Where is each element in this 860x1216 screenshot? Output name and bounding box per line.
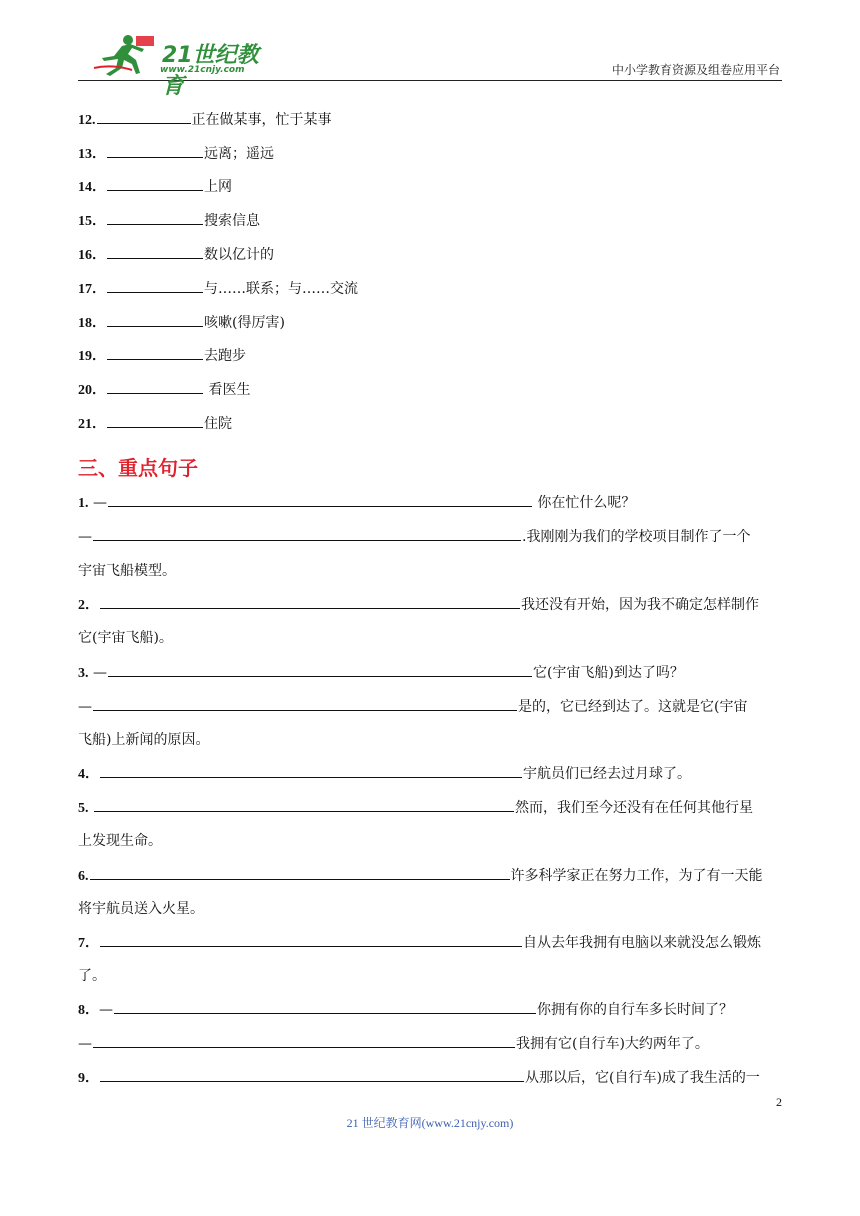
item-text: .我刚刚为我们的学校项目制作了一个 [522, 529, 751, 545]
sentence-item [78, 696, 747, 717]
item-text: 数以亿计的 [204, 247, 274, 263]
dash: — [88, 665, 107, 681]
answer-blank[interactable] [107, 244, 203, 259]
answer-blank[interactable] [108, 492, 532, 507]
answer-blank[interactable] [100, 932, 522, 947]
vocab-item [78, 109, 332, 131]
sentence-item [78, 594, 759, 616]
answer-blank[interactable] [93, 526, 521, 541]
runner-logo-icon [92, 34, 158, 76]
answer-blank[interactable] [100, 594, 520, 609]
answer-blank[interactable] [94, 797, 514, 812]
answer-blank[interactable] [107, 413, 203, 428]
vocab-item [78, 143, 274, 165]
dash: — [78, 1036, 92, 1052]
sentence-item [78, 492, 635, 514]
item-number: 13． [78, 147, 106, 162]
answer-blank[interactable] [100, 1067, 524, 1082]
item-text: 与……联系；与……交流 [204, 281, 358, 297]
item-text: 它(宇宙飞船)到达了吗？ [532, 665, 684, 681]
dash: — [88, 495, 107, 511]
item-text: 上网 [204, 179, 232, 195]
answer-blank[interactable] [107, 312, 203, 327]
answer-blank[interactable] [93, 1033, 515, 1048]
sentence-item [78, 797, 753, 819]
item-number: 20． [78, 383, 106, 398]
page-header [78, 28, 782, 99]
item-text: 你在忙什么呢？ [532, 495, 636, 511]
item-text: 远离；遥远 [204, 146, 274, 162]
footer-text: 21 世纪教育网(www.21cnjy.com) [346, 1116, 514, 1130]
item-text: 我还没有开始，因为我不确定怎样制作 [521, 597, 759, 613]
vocab-item [78, 244, 274, 266]
item-number: 15． [78, 214, 106, 229]
sentence-item [78, 1033, 709, 1054]
item-text: 咳嗽(得厉害) [204, 315, 285, 331]
answer-blank[interactable] [107, 176, 203, 191]
item-number: 8． [78, 1003, 99, 1018]
dash: — [78, 529, 92, 545]
item-number: 18． [78, 316, 106, 331]
item-text: 然而，我们至今还没有在任何其他行星 [514, 800, 753, 816]
sentence-continuation: 将宇航员送入火星。 [78, 901, 204, 917]
item-number: 7． [78, 936, 99, 951]
answer-blank[interactable] [107, 345, 203, 360]
item-text: 自从去年我拥有电脑以来就没怎么锻炼 [523, 935, 761, 951]
item-number: 4． [78, 767, 99, 782]
item-number: 2． [78, 598, 99, 613]
answer-blank[interactable] [97, 109, 191, 124]
item-text: 许多科学家正在努力工作，为了有一天能 [510, 868, 763, 884]
sentence-continuation: 它(宇宙飞船)。 [78, 630, 173, 646]
section-title: 三、重点句子 [78, 456, 198, 480]
vocab-item [78, 278, 358, 300]
item-text: 住院 [204, 416, 232, 432]
page-number: 2 [776, 1095, 782, 1109]
item-text: 去跑步 [204, 348, 246, 364]
item-number: 12. [78, 113, 96, 128]
item-text: 搜索信息 [204, 213, 260, 229]
vocab-item [78, 413, 232, 435]
sentence-continuation: 飞船)上新闻的原因。 [78, 732, 210, 748]
item-text: 是的，它已经到达了。这就是它(宇宙 [518, 699, 748, 715]
item-number: 14． [78, 180, 106, 195]
answer-blank[interactable] [107, 210, 203, 225]
dash: — [78, 699, 92, 715]
vocab-item [78, 210, 260, 232]
item-text: 正在做某事，忙于某事 [191, 112, 332, 128]
item-number: 17． [78, 282, 106, 297]
sentence-continuation: 宇宙飞船模型。 [78, 563, 176, 579]
answer-blank[interactable] [107, 278, 203, 293]
dash: — [99, 1002, 113, 1018]
vocab-item [78, 176, 232, 198]
sentence-item [78, 526, 750, 547]
item-number: 5. [78, 801, 89, 816]
item-text: 你拥有你的自行车多长时间了？ [537, 1002, 733, 1018]
sentence-continuation: 上发现生命。 [78, 833, 162, 849]
sentence-item [78, 662, 684, 684]
sentence-item [78, 763, 691, 785]
item-number: 16． [78, 248, 106, 263]
logo-url: www.21cnjy.com [160, 65, 245, 75]
sentence-item [78, 999, 733, 1021]
vocab-item [78, 345, 246, 367]
item-number: 1. [78, 496, 89, 511]
item-text: 宇航员们已经去过月球了。 [523, 766, 691, 782]
answer-blank[interactable] [107, 143, 203, 158]
item-number: 21． [78, 417, 106, 432]
answer-blank[interactable] [108, 662, 532, 677]
answer-blank[interactable] [107, 379, 203, 394]
logo [92, 34, 272, 99]
vocab-item [78, 312, 285, 334]
sentence-item [78, 1067, 760, 1089]
item-number: 3. [78, 666, 89, 681]
item-number: 9． [78, 1071, 99, 1086]
item-text: 我拥有它(自行车)大约两年了。 [516, 1036, 709, 1052]
logo-text: 21世纪教育 [162, 43, 259, 99]
sentence-continuation: 了。 [78, 968, 106, 984]
item-number: 6. [78, 869, 89, 884]
answer-blank[interactable] [93, 696, 517, 711]
item-text: 看医生 [204, 382, 251, 398]
item-number: 19． [78, 349, 106, 364]
item-text: 从那以后，它(自行车)成了我生活的一 [525, 1070, 760, 1086]
answer-blank[interactable] [100, 763, 522, 778]
answer-blank[interactable] [114, 999, 536, 1014]
header-platform-text: 中小学教育资源及组卷应用平台 [611, 63, 780, 77]
answer-blank[interactable] [90, 865, 510, 880]
sentence-item [78, 932, 761, 954]
vocab-item [78, 379, 250, 401]
sentence-item [78, 865, 763, 887]
